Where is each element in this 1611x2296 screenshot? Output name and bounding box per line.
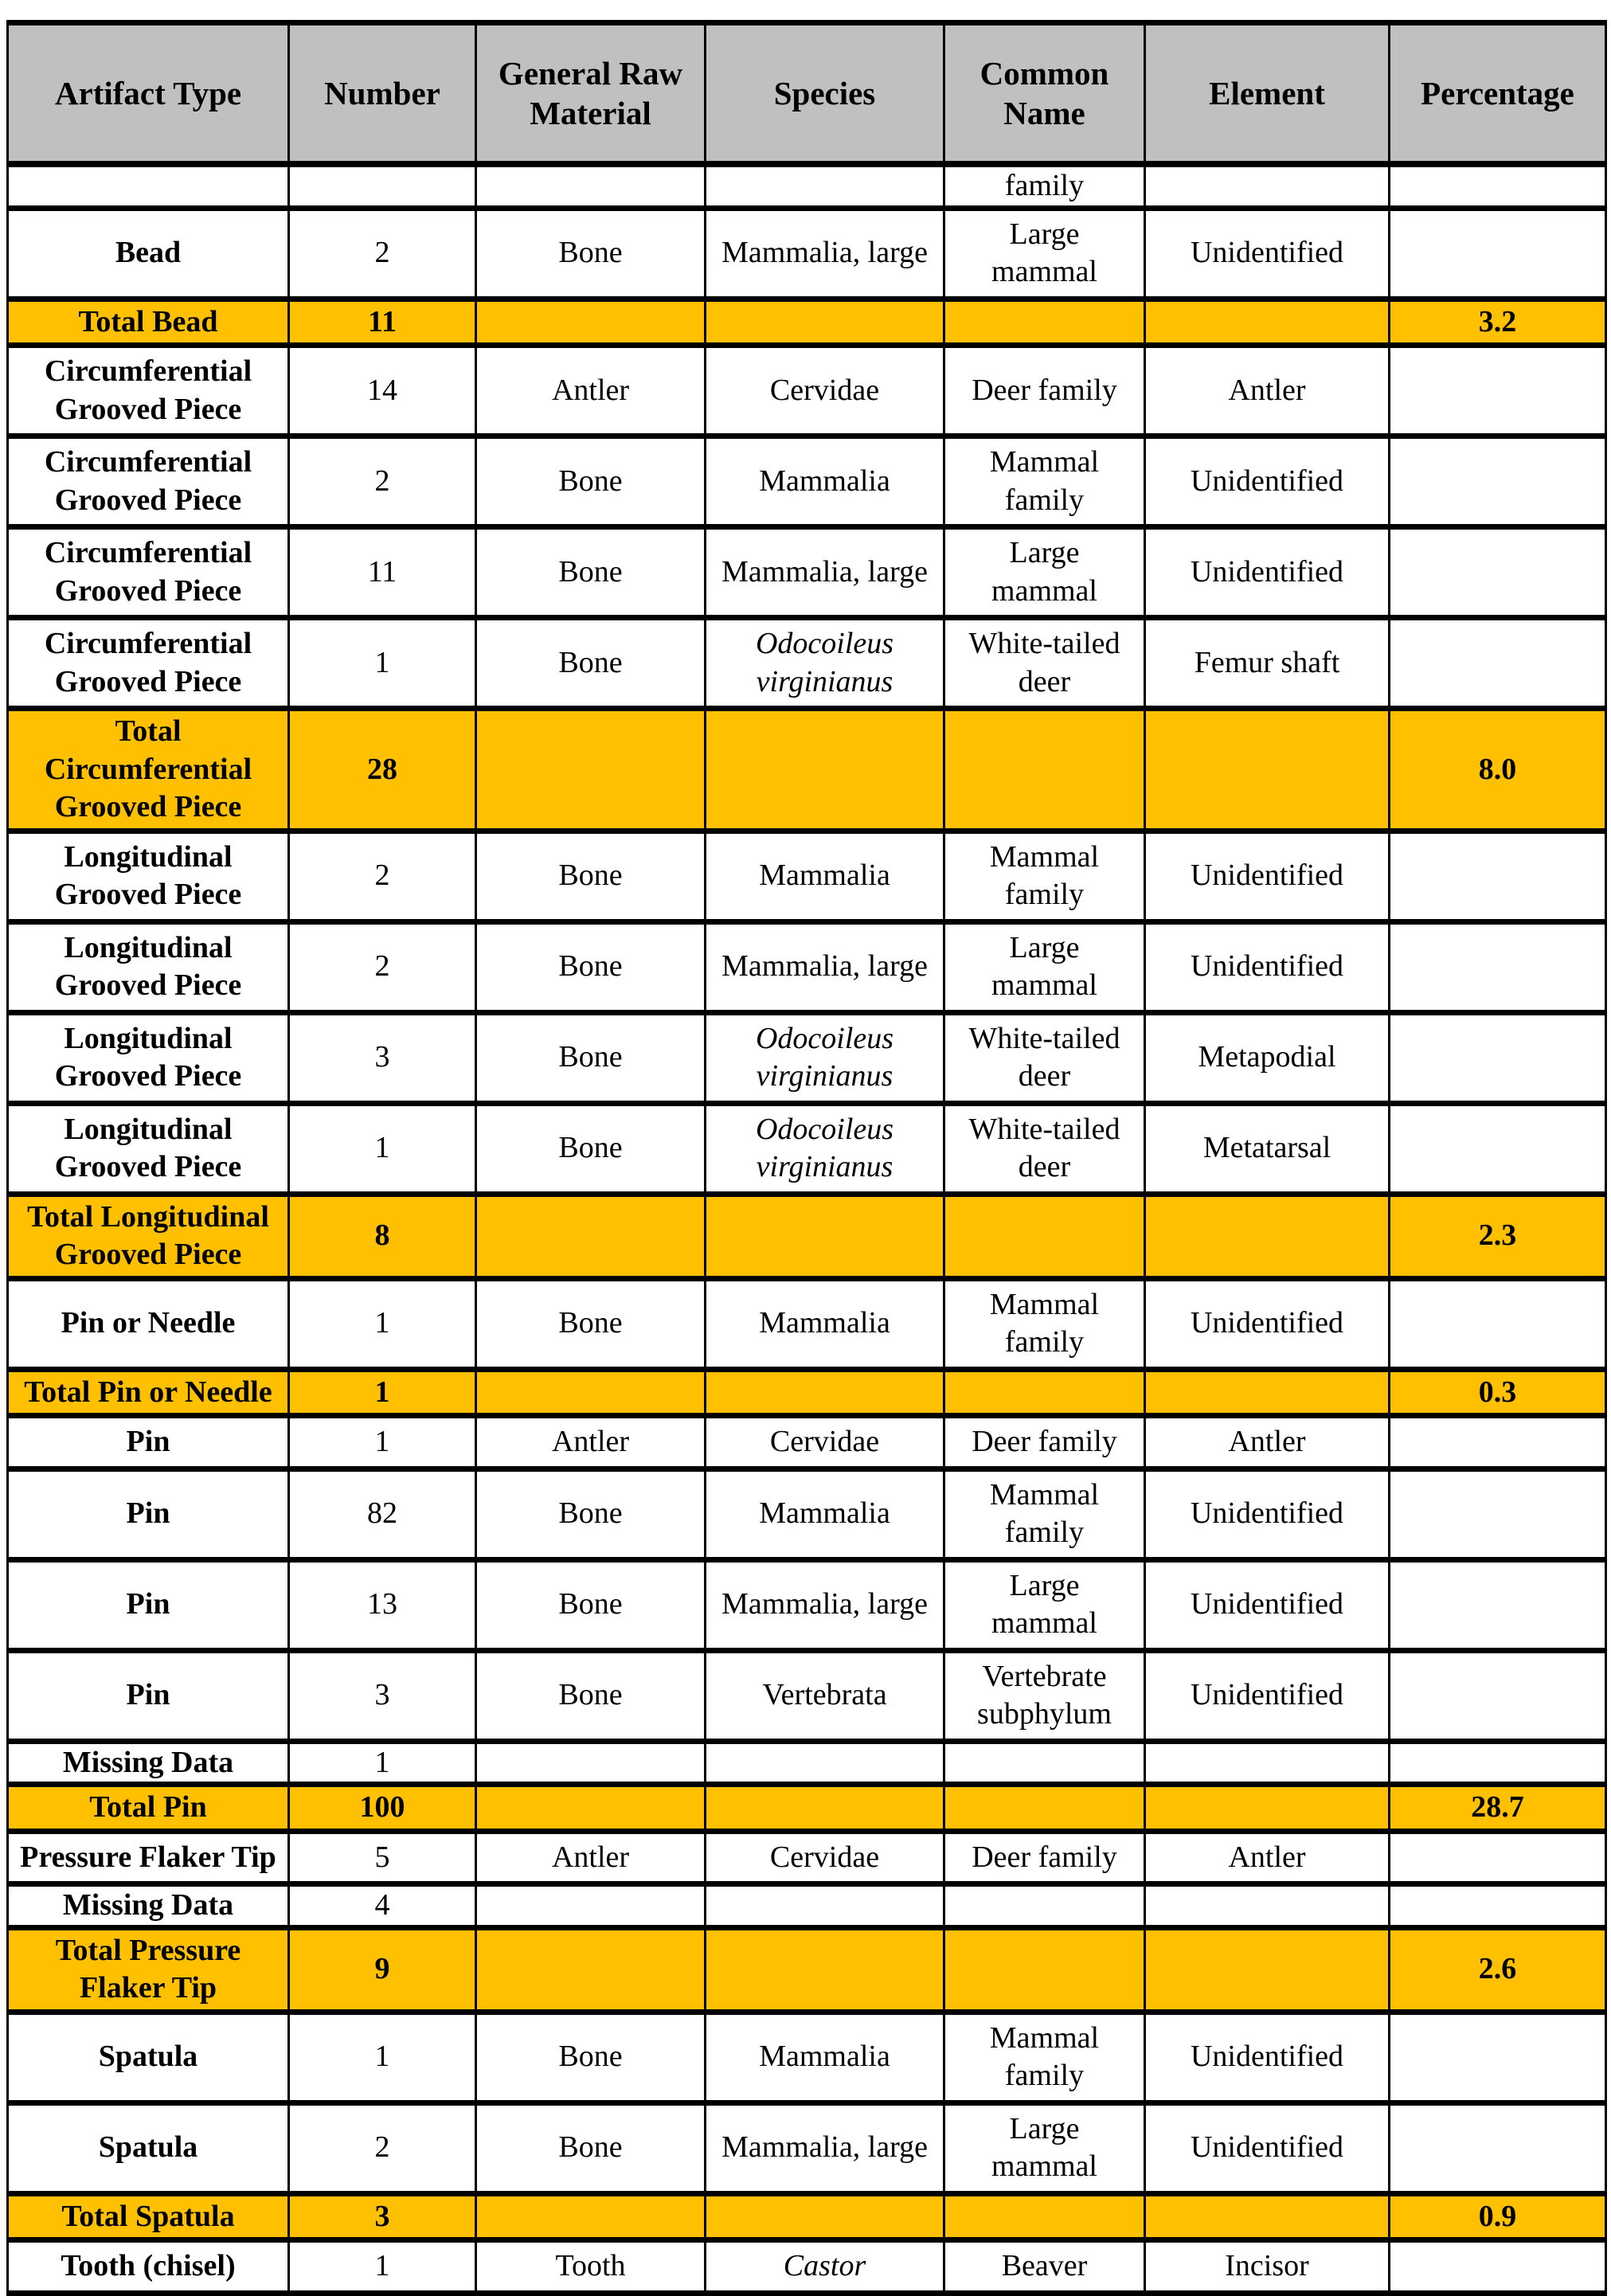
cell-number: 3 (289, 2193, 476, 2240)
table-row (8, 1278, 1606, 1369)
cell-common-name: Large mammal (944, 527, 1145, 618)
cell-raw-material: Bone (476, 2012, 706, 2102)
cell-number: 4 (289, 1884, 476, 1928)
cell-species (706, 299, 944, 346)
cell-percentage (1390, 1884, 1606, 1928)
cell-raw-material: Bone (476, 1469, 706, 1559)
cell-element: Unidentified (1145, 208, 1390, 299)
cell-element: Unidentified (1145, 436, 1390, 527)
cell-element (1145, 2193, 1390, 2240)
table-row (8, 1103, 1606, 1194)
cell-percentage: 8.0 (1390, 709, 1606, 831)
cell-artifact-type: Circumferential Grooved Piece (8, 527, 289, 618)
cell-common-name: Large mammal (944, 208, 1145, 299)
cell-number: 1 (289, 2012, 476, 2102)
table-row (8, 164, 1606, 208)
cell-species (706, 1194, 944, 1278)
column-header-element: Element (1145, 23, 1390, 165)
cell-raw-material: Bone (476, 527, 706, 618)
cell-species (706, 1741, 944, 1785)
cell-species (706, 1927, 944, 2012)
cell-common-name: Mammal family (944, 436, 1145, 527)
cell-percentage: 28.7 (1390, 1785, 1606, 1832)
cell-element (1145, 1927, 1390, 2012)
cell-percentage (1390, 1559, 1606, 1650)
cell-common-name: White-tailed deer (944, 1103, 1145, 1194)
cell-number: 2 (289, 2102, 476, 2193)
cell-common-name: Large mammal (944, 2102, 1145, 2193)
cell-number: 1 (289, 618, 476, 709)
cell-artifact-type: Pin (8, 1469, 289, 1559)
table-row (8, 1831, 1606, 1884)
cell-element (1145, 1194, 1390, 1278)
cell-raw-material (476, 164, 706, 208)
cell-common-name: White-tailed deer (944, 1012, 1145, 1103)
cell-percentage (1390, 527, 1606, 618)
cell-artifact-type: Total Bead (8, 299, 289, 346)
cell-percentage: 3.2 (1390, 299, 1606, 346)
cell-common-name (944, 1884, 1145, 1928)
cell-species: Mammalia, large (706, 1559, 944, 1650)
cell-species (706, 1884, 944, 1928)
cell-species: Mammalia (706, 436, 944, 527)
cell-species: Cervidae (706, 1831, 944, 1884)
cell-artifact-type: Spatula (8, 2012, 289, 2102)
table-row (8, 618, 1606, 709)
cell-artifact-type: Total Pressure Flaker Tip (8, 1927, 289, 2012)
cell-species: Vertebrata (706, 1650, 944, 1741)
cell-number: 1 (289, 1278, 476, 1369)
cell-element: Antler (1145, 1831, 1390, 1884)
cell-element: Unidentified (1145, 921, 1390, 1012)
table-row (8, 208, 1606, 299)
cell-common-name (944, 1927, 1145, 2012)
cell-species: Mammalia (706, 831, 944, 921)
cell-element (1145, 1785, 1390, 1832)
cell-number: 1 (289, 2240, 476, 2294)
cell-number: 82 (289, 1469, 476, 1559)
cell-element: Unidentified (1145, 1650, 1390, 1741)
cell-artifact-type: Tooth (chisel) (8, 2240, 289, 2294)
cell-number: 8 (289, 1194, 476, 1278)
table-row (8, 1559, 1606, 1650)
cell-element (1145, 1741, 1390, 1785)
column-header-species: Species (706, 23, 944, 165)
cell-species: Mammalia (706, 1469, 944, 1559)
cell-raw-material: Antler (476, 1416, 706, 1469)
cell-element (1145, 299, 1390, 346)
cell-species: Odocoileus virginianus (706, 618, 944, 709)
cell-species (706, 1369, 944, 1416)
cell-common-name: family (944, 164, 1145, 208)
cell-element (1145, 709, 1390, 831)
cell-percentage (1390, 208, 1606, 299)
cell-artifact-type: Total Spatula (8, 2193, 289, 2240)
cell-common-name: Deer family (944, 1416, 1145, 1469)
cell-common-name: White-tailed deer (944, 618, 1145, 709)
cell-common-name (944, 1369, 1145, 1416)
cell-species: Cervidae (706, 1416, 944, 1469)
table-row (8, 2012, 1606, 2102)
cell-raw-material (476, 1785, 706, 1832)
cell-common-name (944, 1194, 1145, 1278)
cell-raw-material: Bone (476, 921, 706, 1012)
cell-raw-material (476, 1927, 706, 2012)
cell-artifact-type: Circumferential Grooved Piece (8, 436, 289, 527)
cell-species (706, 709, 944, 831)
cell-element: Unidentified (1145, 831, 1390, 921)
cell-artifact-type: Longitudinal Grooved Piece (8, 921, 289, 1012)
cell-percentage: 2.3 (1390, 1194, 1606, 1278)
cell-element: Antler (1145, 346, 1390, 436)
cell-artifact-type: Total Pin (8, 1785, 289, 1832)
cell-common-name (944, 1785, 1145, 1832)
cell-percentage (1390, 436, 1606, 527)
cell-species: Mammalia (706, 2012, 944, 2102)
cell-number: 1 (289, 1416, 476, 1469)
cell-percentage (1390, 831, 1606, 921)
cell-artifact-type: Circumferential Grooved Piece (8, 346, 289, 436)
cell-percentage (1390, 921, 1606, 1012)
cell-element: Unidentified (1145, 1469, 1390, 1559)
cell-number: 11 (289, 299, 476, 346)
column-header-artifact-type: Artifact Type (8, 23, 289, 165)
cell-percentage (1390, 2240, 1606, 2294)
cell-number: 2 (289, 436, 476, 527)
cell-species: Mammalia, large (706, 921, 944, 1012)
cell-number: 2 (289, 208, 476, 299)
total-row (8, 1785, 1606, 1832)
cell-species: Mammalia, large (706, 208, 944, 299)
cell-element: Unidentified (1145, 1278, 1390, 1369)
column-header-percentage: Percentage (1390, 23, 1606, 165)
cell-raw-material (476, 1741, 706, 1785)
cell-common-name (944, 709, 1145, 831)
cell-artifact-type: Pressure Flaker Tip (8, 1831, 289, 1884)
cell-raw-material (476, 1194, 706, 1278)
cell-element: Femur shaft (1145, 618, 1390, 709)
cell-raw-material (476, 299, 706, 346)
cell-element (1145, 164, 1390, 208)
cell-common-name: Mammal family (944, 2012, 1145, 2102)
total-row (8, 1194, 1606, 1278)
table-row (8, 1469, 1606, 1559)
cell-raw-material: Bone (476, 831, 706, 921)
table-row (8, 436, 1606, 527)
cell-common-name: Large mammal (944, 921, 1145, 1012)
cell-artifact-type: Pin (8, 1416, 289, 1469)
cell-artifact-type: Pin (8, 1559, 289, 1650)
cell-element: Metatarsal (1145, 1103, 1390, 1194)
cell-raw-material (476, 1369, 706, 1416)
cell-raw-material: Bone (476, 1103, 706, 1194)
cell-percentage (1390, 2012, 1606, 2102)
cell-artifact-type: Pin (8, 1650, 289, 1741)
cell-common-name (944, 299, 1145, 346)
cell-number: 9 (289, 1927, 476, 2012)
cell-percentage (1390, 2102, 1606, 2193)
cell-artifact-type: Longitudinal Grooved Piece (8, 831, 289, 921)
cell-species: Castor (706, 2240, 944, 2294)
cell-artifact-type: Longitudinal Grooved Piece (8, 1012, 289, 1103)
cell-percentage: 0.9 (1390, 2193, 1606, 2240)
cell-percentage: 2.6 (1390, 1927, 1606, 2012)
cell-number: 1 (289, 1369, 476, 1416)
cell-raw-material: Bone (476, 1012, 706, 1103)
column-header-raw-material: General Raw Material (476, 23, 706, 165)
cell-common-name: Mammal family (944, 1278, 1145, 1369)
cell-percentage (1390, 1650, 1606, 1741)
cell-number: 2 (289, 921, 476, 1012)
cell-raw-material: Bone (476, 1559, 706, 1650)
cell-element: Unidentified (1145, 2012, 1390, 2102)
cell-artifact-type: Pin or Needle (8, 1278, 289, 1369)
cell-common-name: Mammal family (944, 1469, 1145, 1559)
table-row (8, 1012, 1606, 1103)
cell-percentage (1390, 1278, 1606, 1369)
cell-artifact-type: Longitudinal Grooved Piece (8, 1103, 289, 1194)
cell-species: Odocoileus virginianus (706, 1103, 944, 1194)
cell-raw-material: Bone (476, 436, 706, 527)
cell-percentage (1390, 346, 1606, 436)
cell-raw-material (476, 709, 706, 831)
table-row (8, 346, 1606, 436)
cell-raw-material (476, 2193, 706, 2240)
cell-artifact-type: Missing Data (8, 1884, 289, 1928)
cell-element: Antler (1145, 1416, 1390, 1469)
cell-artifact-type: Circumferential Grooved Piece (8, 618, 289, 709)
cell-common-name: Mammal family (944, 831, 1145, 921)
cell-common-name: Deer family (944, 1831, 1145, 1884)
total-row (8, 709, 1606, 831)
cell-percentage (1390, 1831, 1606, 1884)
cell-raw-material: Bone (476, 1650, 706, 1741)
cell-common-name (944, 1741, 1145, 1785)
cell-species (706, 1785, 944, 1832)
cell-number: 28 (289, 709, 476, 831)
cell-raw-material: Bone (476, 208, 706, 299)
cell-raw-material: Antler (476, 1831, 706, 1884)
table-row (8, 831, 1606, 921)
total-row (8, 2193, 1606, 2240)
cell-raw-material: Tooth (476, 2240, 706, 2294)
cell-species: Cervidae (706, 346, 944, 436)
cell-raw-material: Bone (476, 1278, 706, 1369)
cell-number: 2 (289, 831, 476, 921)
cell-element (1145, 1884, 1390, 1928)
cell-number: 3 (289, 1012, 476, 1103)
total-row (8, 1369, 1606, 1416)
cell-species: Mammalia, large (706, 2102, 944, 2193)
cell-percentage: 0.3 (1390, 1369, 1606, 1416)
cell-number: 100 (289, 1785, 476, 1832)
cell-species (706, 164, 944, 208)
cell-species: Odocoileus virginianus (706, 1012, 944, 1103)
cell-common-name: Large mammal (944, 1559, 1145, 1650)
cell-percentage (1390, 1469, 1606, 1559)
cell-common-name (944, 2193, 1145, 2240)
cell-species (706, 2193, 944, 2240)
cell-percentage (1390, 164, 1606, 208)
table-row (8, 527, 1606, 618)
cell-element: Unidentified (1145, 2102, 1390, 2193)
cell-number: 1 (289, 1741, 476, 1785)
cell-element: Unidentified (1145, 527, 1390, 618)
cell-percentage (1390, 618, 1606, 709)
cell-artifact-type: Spatula (8, 2102, 289, 2193)
cell-percentage (1390, 1416, 1606, 1469)
cell-number: 14 (289, 346, 476, 436)
cell-raw-material: Bone (476, 2102, 706, 2193)
cell-species: Mammalia (706, 1278, 944, 1369)
column-header-common-name: Common Name (944, 23, 1145, 165)
table-row (8, 1884, 1606, 1928)
cell-artifact-type: Missing Data (8, 1741, 289, 1785)
cell-raw-material: Bone (476, 618, 706, 709)
total-row (8, 1927, 1606, 2012)
column-header-number: Number (289, 23, 476, 165)
cell-common-name: Deer family (944, 346, 1145, 436)
cell-element: Unidentified (1145, 1559, 1390, 1650)
cell-element (1145, 1369, 1390, 1416)
cell-artifact-type: Total Longitudinal Grooved Piece (8, 1194, 289, 1278)
cell-artifact-type (8, 164, 289, 208)
cell-raw-material: Antler (476, 346, 706, 436)
table-body (8, 164, 1606, 2293)
total-row (8, 299, 1606, 346)
cell-species: Mammalia, large (706, 527, 944, 618)
cell-number (289, 164, 476, 208)
cell-artifact-type: Total Circumferential Grooved Piece (8, 709, 289, 831)
cell-element: Metapodial (1145, 1012, 1390, 1103)
table-row (8, 2240, 1606, 2294)
artifact-summary-table (6, 20, 1607, 2296)
cell-percentage (1390, 1741, 1606, 1785)
cell-number: 3 (289, 1650, 476, 1741)
cell-percentage (1390, 1103, 1606, 1194)
table-row (8, 1741, 1606, 1785)
cell-percentage (1390, 1012, 1606, 1103)
cell-number: 5 (289, 1831, 476, 1884)
cell-element: Incisor (1145, 2240, 1390, 2294)
table-row (8, 1416, 1606, 1469)
cell-number: 13 (289, 1559, 476, 1650)
table-row (8, 2102, 1606, 2193)
cell-raw-material (476, 1884, 706, 1928)
cell-common-name: Vertebrate subphylum (944, 1650, 1145, 1741)
cell-common-name: Beaver (944, 2240, 1145, 2294)
cell-artifact-type: Bead (8, 208, 289, 299)
cell-artifact-type: Total Pin or Needle (8, 1369, 289, 1416)
cell-number: 1 (289, 1103, 476, 1194)
table-row (8, 1650, 1606, 1741)
cell-number: 11 (289, 527, 476, 618)
table-row (8, 921, 1606, 1012)
header-row (8, 23, 1606, 165)
